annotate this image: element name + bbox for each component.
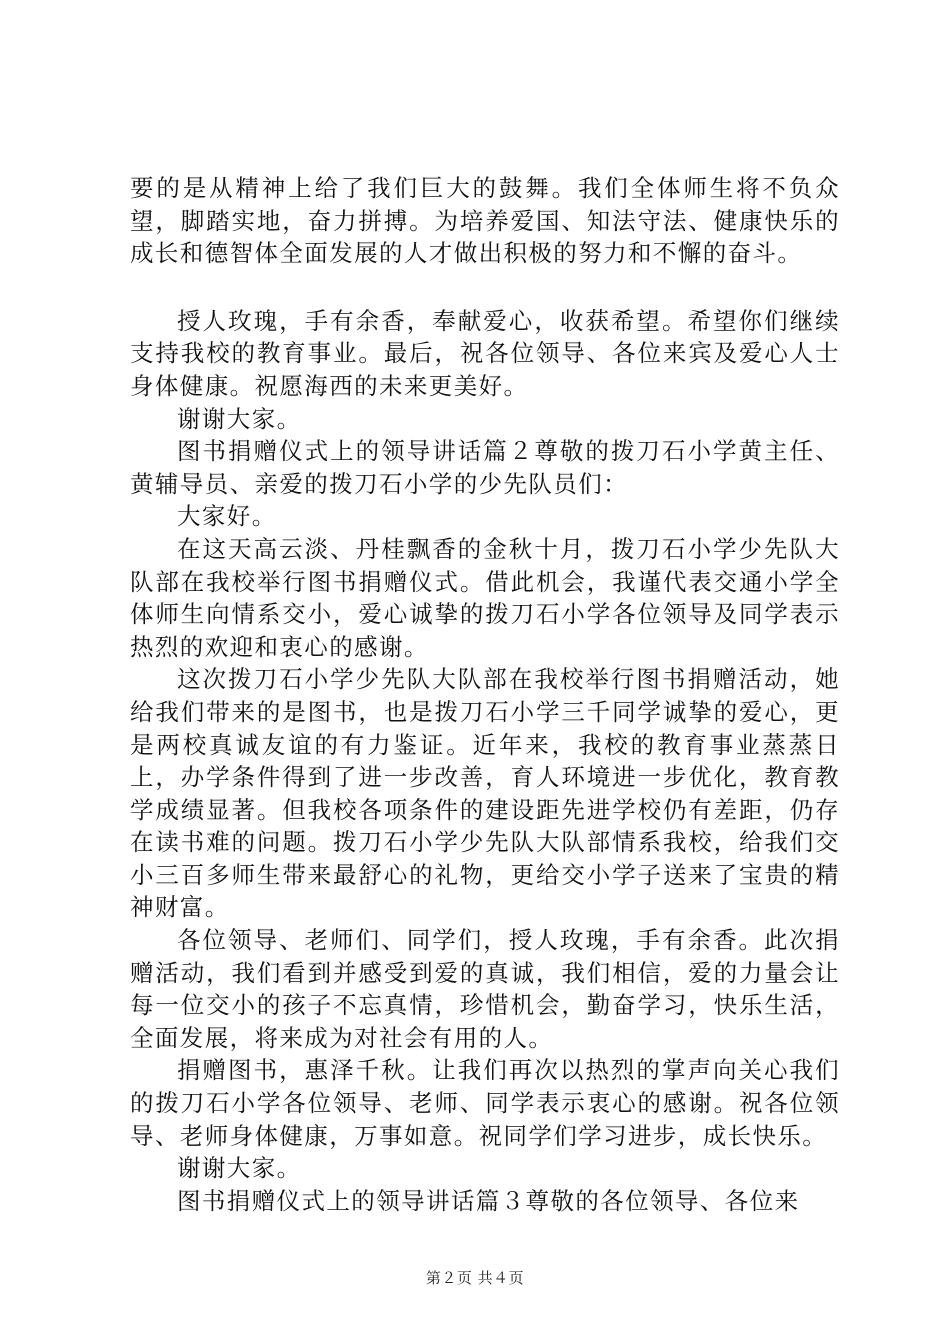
paragraph-10: 谢谢大家。	[177, 1154, 302, 1183]
paragraph-5: 大家好。	[177, 502, 277, 531]
paragraph-2: 授人玫瑰，手有余香，奉献爱心，收获希望。希望你们继续支持我校的教育事业。最后，祝各位领导、各位来宾及爱心人士身体健康。祝愿海西的未来更美好。	[130, 306, 840, 400]
paragraph-9: 捐赠图书，惠泽千秋。让我们再次以热烈的掌声向关心我们的拨刀石小学各位领导、老师、同学表示衷心的感谢。祝各位领导、老师身体健康，万事如意。祝同学们学习进步，成长快乐。	[130, 1056, 840, 1150]
paragraph-6: 在这天高云淡、丹桂飘香的金秋十月，拨刀石小学少先队大队部在我校举行图书捐赠仪式。借此机会，我谨代表交通小学全体师生向情系交小，爱心诚挚的拨刀石小学各位领导及同学表示热烈的欢迎和衷心的感谢。	[130, 534, 840, 661]
paragraph-1: 要的是从精神上给了我们巨大的鼓舞。我们全体师生将不负众望，脚踏实地，奋力拼搏。为培养爱国、知法守法、健康快乐的成长和德智体全面发展的人才做出积极的努力和不懈的奋斗。	[130, 174, 840, 268]
page-footer: 第２页 共４页	[425, 1269, 525, 1287]
document-body	[130, 172, 840, 1217]
paragraph-4-section-heading: 图书捐赠仪式上的领导讲话篇２尊敬的拨刀石小学黄主任、黄辅导员、亲爱的拨刀石小学的少先队员们：	[130, 437, 840, 498]
paragraph-11-section-heading: 图书捐赠仪式上的领导讲话篇３尊敬的各位领导、各位来	[177, 1186, 800, 1215]
paragraph-3: 谢谢大家。	[177, 404, 302, 433]
paragraph-8: 各位领导、老师们、同学们，授人玫瑰，手有余香。此次捐赠活动，我们看到并感受到爱的真诚，我们相信，爱的力量会让每一位交小的孩子不忘真情，珍惜机会，勤奋学习，快乐生活，全面发展，将来成为对社会有用的人。	[130, 926, 840, 1052]
paragraph-7: 这次拨刀石小学少先队大队部在我校举行图书捐赠活动，她给我们带来的是图书，也是拨刀石小学三千同学诚挚的爱心，更是两校真诚友谊的有力鉴证。近年来，我校的教育事业蒸蒸日上，办学条件得到了进一步改善，育人环境进一步优化，教育教学成绩显著。但我校各项条件的建设距先进学校仍有差距，仍存在读书难的问题。拨刀石小学少先队大队部情系我校，给我们交小三百多师生带来最舒心的礼物，更给交小学子送来了宝贵的精神财富。	[130, 665, 840, 922]
